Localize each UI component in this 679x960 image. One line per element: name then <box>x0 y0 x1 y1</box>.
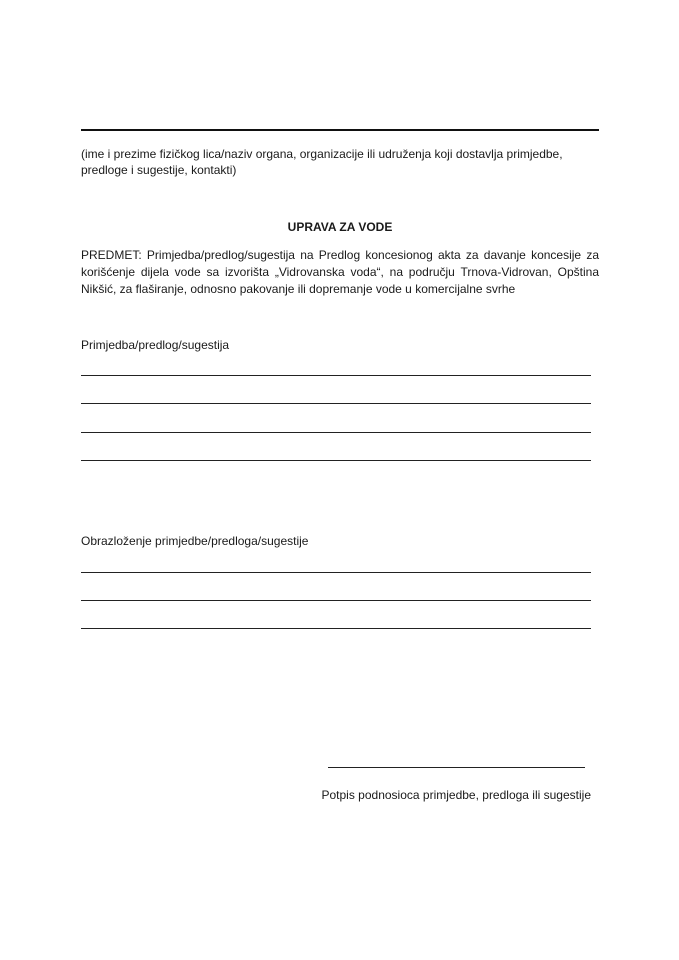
justification-line-1[interactable] <box>81 572 591 573</box>
justification-line-3[interactable] <box>81 628 591 629</box>
justification-label: Obrazloženje primjedbe/predloga/sugestije <box>81 534 309 548</box>
comment-line-4[interactable] <box>81 460 591 461</box>
sender-caption: (ime i prezime fizičkog lica/naziv organa, organizacije ili udruženja koji dostavlja primjedbe, predloge i sugestije, kontakti) <box>81 147 563 177</box>
comment-line-3[interactable] <box>81 432 591 433</box>
addressee-heading: UPRAVA ZA VODE <box>287 220 393 234</box>
signature-line[interactable] <box>328 767 585 768</box>
justification-line-2[interactable] <box>81 600 591 601</box>
comment-line-2[interactable] <box>81 403 591 404</box>
signature-caption: Potpis podnosioca primjedbe, predloga ili sugestije <box>321 788 591 802</box>
sender-name-line[interactable] <box>81 129 599 131</box>
comment-line-1[interactable] <box>81 375 591 376</box>
comment-label: Primjedba/predlog/sugestija <box>81 338 230 352</box>
subject-paragraph: PREDMET: Primjedba/predlog/sugestija na Predlog koncesionog akta za davanje koncesije za korišćenje dijela vode sa izvorišta „Vidrovanska voda“, na području Trnova-Vidrovan, Opština Nikšić, za flaširanje, odnosno pakovanje ili dopremanje vode u komercijalne svrhe <box>81 248 599 296</box>
